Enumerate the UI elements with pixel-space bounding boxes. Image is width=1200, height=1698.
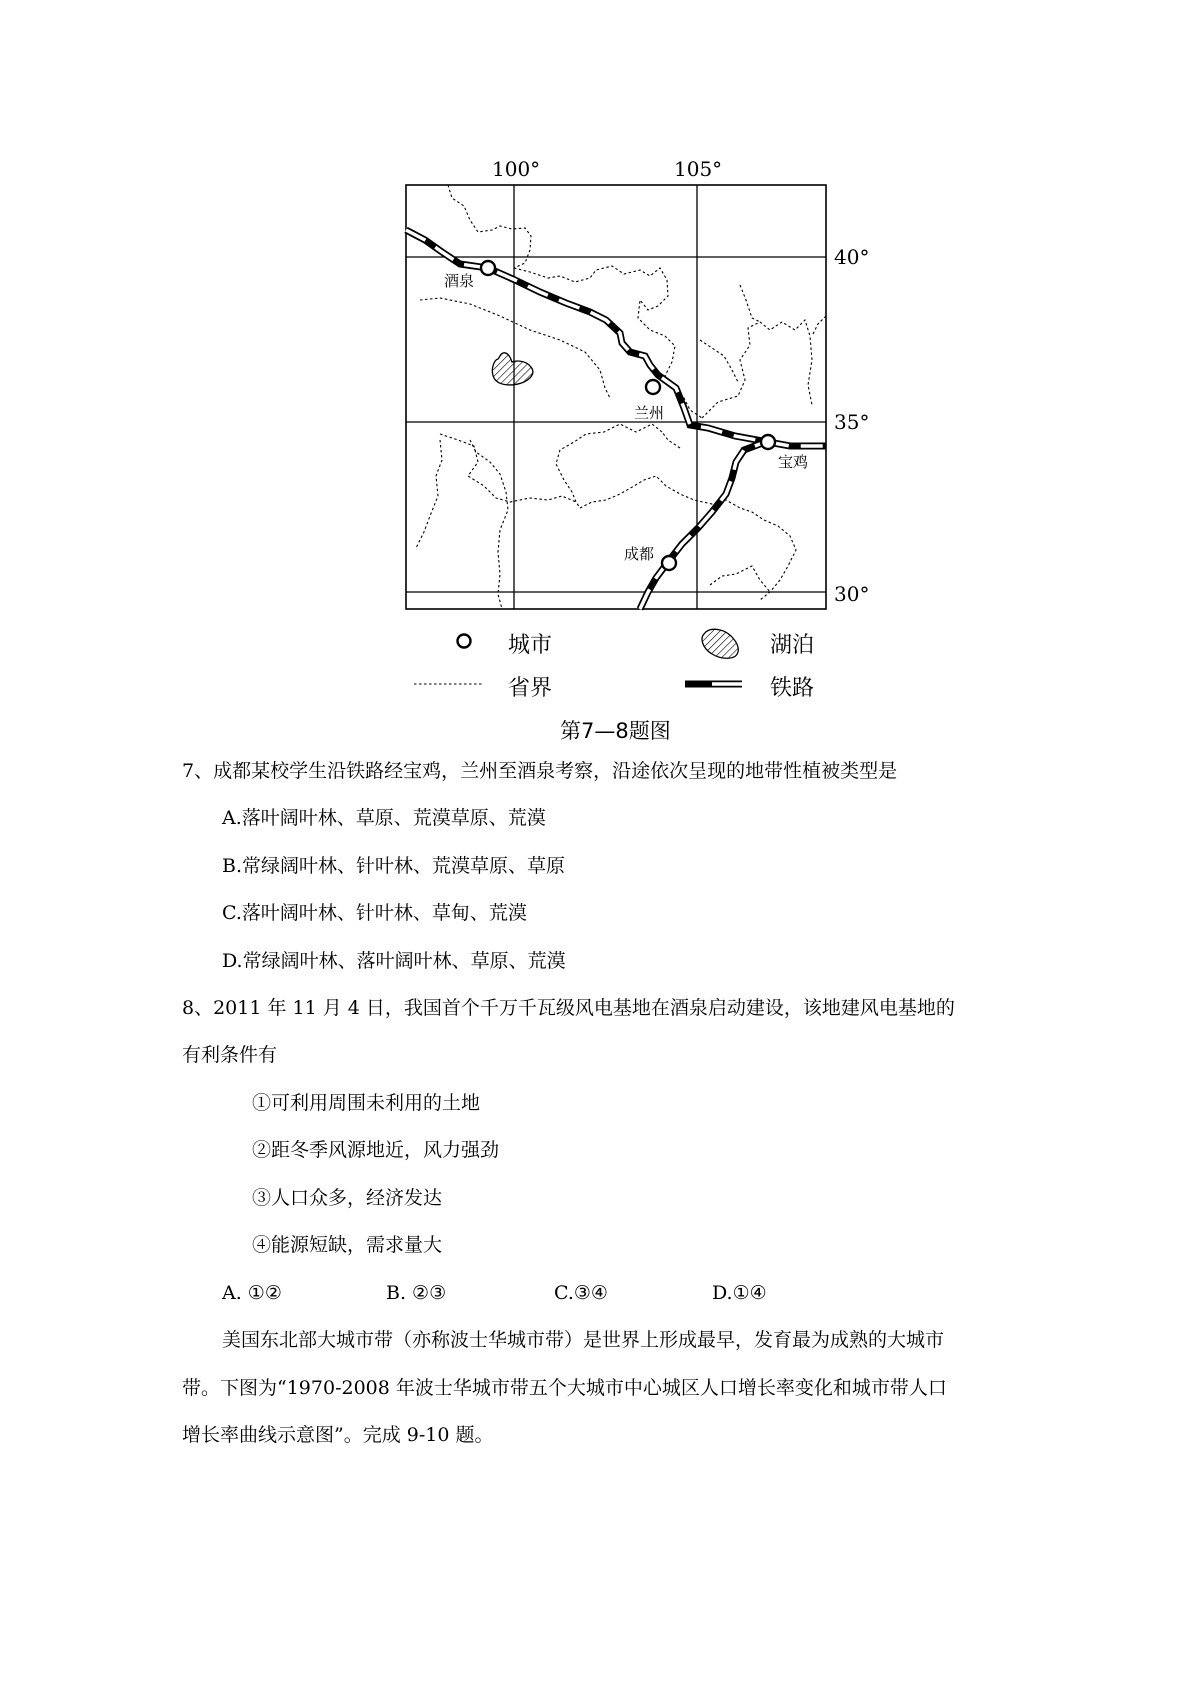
q8-option-c: C.③④ — [554, 1282, 608, 1304]
province-boundaries — [416, 185, 826, 609]
legend-lake-symbol — [702, 629, 738, 658]
q7-stem: 7、成都某校学生沿铁路经宝鸡，兰州至酒泉考察，沿途依次呈现的地带性植被类型是 — [182, 760, 898, 782]
lake-shape — [492, 353, 533, 385]
q8-option-b: B. ②③ — [386, 1282, 447, 1304]
legend-railway-label: 铁路 — [770, 676, 815, 701]
q8-item-1: ①可利用周围未利用的土地 — [252, 1092, 481, 1114]
q8-item-3: ③人口众多，经济发达 — [252, 1187, 443, 1209]
city-label-jiuquan: 酒泉 — [444, 272, 475, 290]
passage-line-2: 带。下图为“1970-2008 年波士华城市带五个大城市中心城区人口增长率变化和城市带人口 — [182, 1377, 947, 1399]
q8-option-a: A. ①② — [222, 1282, 282, 1304]
lat-label-30: 30° — [834, 582, 870, 606]
q8-stem-line2: 有利条件有 — [182, 1044, 278, 1066]
graticule — [406, 185, 826, 609]
lat-label-35: 35° — [834, 410, 870, 434]
legend-lake-label: 湖泊 — [770, 633, 815, 658]
city-marker-lanzhou — [646, 380, 660, 394]
lon-label-105: 105° — [674, 157, 723, 181]
passage-line-1: 美国东北部大城市带（亦称波士华城市带）是世界上形成最早，发育最为成熟的大城市 — [222, 1329, 945, 1351]
q7-option-c: C.落叶阔叶林、针叶林、草甸、荒漠 — [222, 902, 527, 924]
city-markers — [481, 261, 775, 570]
figure-caption: 第7—8题图 — [560, 719, 671, 743]
legend-city-symbol — [458, 635, 471, 648]
city-label-lanzhou: 兰州 — [634, 404, 665, 422]
q7-option-d: D.常绿阔叶林、落叶阔叶林、草原、荒漠 — [222, 950, 566, 972]
legend-city-label: 城市 — [508, 633, 553, 658]
city-label-baoji: 宝鸡 — [778, 453, 809, 471]
q8-option-d: D.①④ — [712, 1282, 767, 1304]
city-marker-baoji — [761, 435, 775, 449]
passage-line-3: 增长率曲线示意图”。完成 9-10 题。 — [182, 1424, 494, 1446]
q7-option-a: A.落叶阔叶林、草原、荒漠草原、荒漠 — [222, 807, 546, 829]
city-marker-chengdu — [662, 556, 676, 570]
legend-boundary-label: 省界 — [508, 676, 553, 701]
city-marker-jiuquan — [481, 261, 495, 275]
q7-option-b: B.常绿阔叶林、针叶林、荒漠草原、草原 — [222, 855, 566, 877]
q8-item-4: ④能源短缺，需求量大 — [252, 1234, 443, 1256]
q8-stem-line1: 8、2011 年 11 月 4 日，我国首个千万千瓦级风电基地在酒泉启动建设，该地建风电基地的 — [182, 997, 955, 1019]
city-label-chengdu: 成都 — [624, 545, 655, 563]
map-figure — [0, 0, 1200, 700]
q8-item-2: ②距冬季风源地近，风力强劲 — [252, 1139, 500, 1161]
lon-label-100: 100° — [492, 157, 541, 181]
lat-label-40: 40° — [834, 245, 870, 269]
map-frame — [406, 185, 826, 609]
